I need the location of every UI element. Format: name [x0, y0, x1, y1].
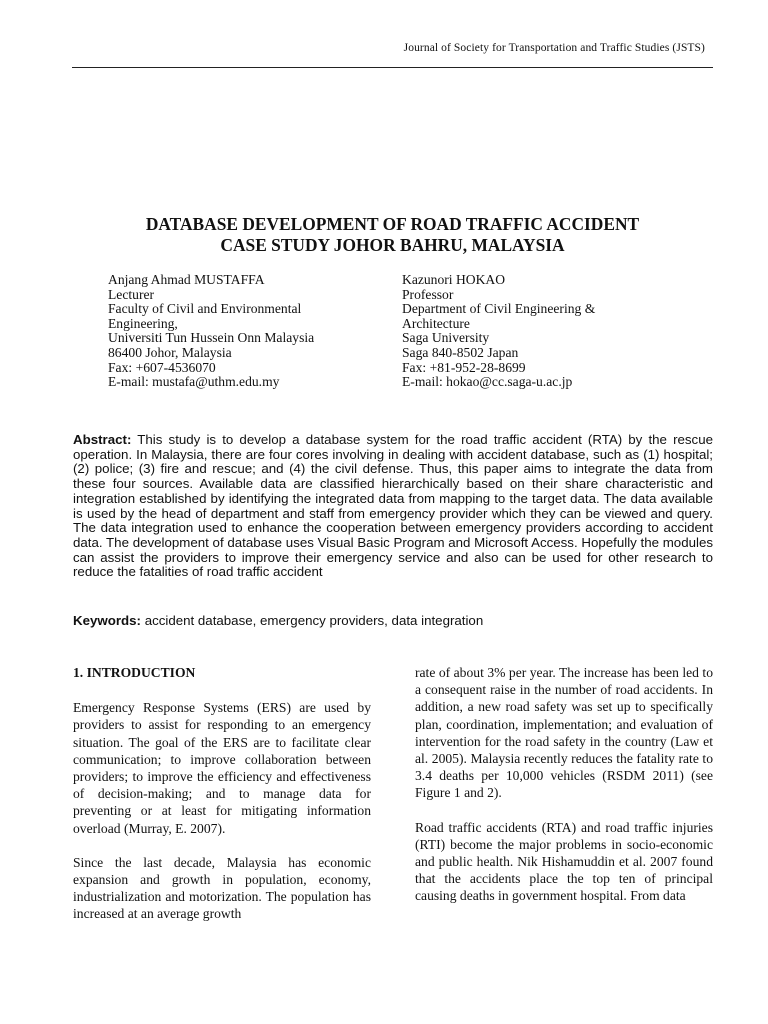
author-2-department-cont: Architecture: [402, 315, 470, 331]
title-line-2: CASE STUDY JOHOR BAHRU, MALAYSIA: [220, 235, 565, 255]
paragraph: Road traffic accidents (RTA) and road traffic injuries (RTI) become the major problems in socio-economic and public health. Nik Hishamuddin et al. 2007 found that the accidents place the top ten of principal causing deaths in government hospital. From data: [415, 819, 713, 904]
abstract-text: This study is to develop a database system for the road traffic accident (RTA) by the rescue operation. In Malaysia, there are four cores involving in dealing with accident database, such as (1) hospital; (2) police; (3) fire and rescue; and (4) the civil defense. Thus, this paper aims to integrate the data from these four sources. Available data are classified hierarchically based on their share characteristic and integration established by identifying the integrated data from mapping to the target data. The data available is used by the head of department and staff from emergency provider which they can be viewed and query. The data integration used to enhance the cooperation between emergency providers according to accident data. The development of database uses Visual Basic Program and Microsoft Access. Hopefully the modules can assist the providers to improve their emergency service and also can be used for other research to reduce the fatalities of road traffic accident: [73, 432, 713, 580]
author-block-2: [402, 273, 595, 390]
abstract-label: Abstract:: [73, 432, 132, 447]
paper-title: [72, 214, 713, 256]
keywords-text: accident database, emergency providers, data integration: [144, 613, 484, 628]
paragraph: rate of about 3% per year. The increase has been led to a consequent raise in the number of road accidents. In addition, a new road safety was set up to specifically plan, coordination, implementation; and evaluation of intervention for the road safety in the country (Law et al. 2005). Malaysia recently reduces the fatality rate to 3.4 deaths per 10,000 vehicles (RSDM 2011) (see Figure 1 and 2).: [415, 665, 713, 801]
journal-running-header: Journal of Society for Transportation and Traffic Studies (JSTS): [403, 42, 705, 54]
author-1-fax: Fax: +607-4536070: [108, 359, 216, 375]
header-rule: [72, 67, 713, 68]
keywords: [73, 613, 713, 628]
author-1-name: Anjang Ahmad MUSTAFFA: [108, 272, 265, 287]
title-line-1: DATABASE DEVELOPMENT OF ROAD TRAFFIC ACCIDENT: [145, 214, 640, 234]
author-2-university: Saga University: [402, 330, 490, 346]
author-1-position: Lecturer: [108, 286, 155, 302]
author-2-address: Saga 840-8502 Japan: [402, 344, 519, 360]
author-2-fax: Fax: +81-952-28-8699: [402, 359, 526, 375]
author-1-faculty: Faculty of Civil and Environmental: [108, 301, 302, 317]
body-column-left: [73, 664, 371, 940]
author-1-faculty-cont: Engineering,: [108, 315, 178, 331]
section-heading-introduction: 1. INTRODUCTION: [73, 665, 196, 680]
paragraph: Since the last decade, Malaysia has economic expansion and growth in population, economy, industrialization and motorization. The population has increased at an average growth: [73, 854, 371, 922]
author-block-1: [108, 273, 314, 390]
author-1-email[interactable]: E-mail: mustafa@uthm.edu.my: [108, 374, 280, 390]
paragraph: Emergency Response Systems (ERS) are used by providers to assist for responding to an emergency situation. The goal of the ERS are to facilitate clear communication; to improve collaboration between providers; to improve the efficiency and effectiveness of decision-making; and to manage data for preventing or at least for mitigating information overload (Murray, E. 2007).: [73, 700, 371, 836]
keywords-label: Keywords:: [73, 613, 141, 628]
author-1-address: 86400 Johor, Malaysia: [108, 344, 232, 360]
author-2-department: Department of Civil Engineering &: [402, 301, 596, 317]
author-2-position: Professor: [402, 286, 454, 302]
author-2-name: Kazunori HOKAO: [402, 272, 506, 287]
author-1-university: Universiti Tun Hussein Onn Malaysia: [108, 330, 315, 346]
abstract: [73, 433, 713, 580]
body-column-right: [415, 664, 713, 922]
author-2-email[interactable]: E-mail: hokao@cc.saga-u.ac.jp: [402, 374, 573, 390]
